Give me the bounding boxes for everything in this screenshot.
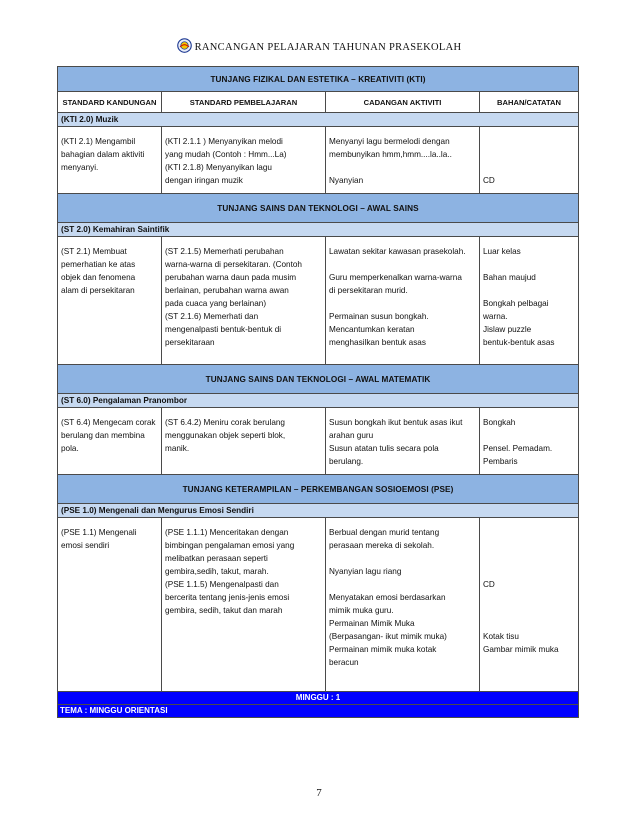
tunjang-row (58, 365, 579, 394)
aktiviti-line (329, 578, 476, 591)
minggu-label: MINGGU : 1 (58, 692, 579, 705)
tunjang-heading: TUNJANG FIZIKAL DAN ESTETIKA – KREATIVITI (KTI) (58, 67, 579, 92)
bahan-line (483, 161, 575, 174)
tunjang-row (58, 67, 579, 92)
bahan-line: Pembaris (483, 457, 518, 466)
aktiviti-line: beracun (329, 658, 359, 667)
pembelajaran-line: melibatkan perasaan seperti (165, 554, 268, 563)
section-row (58, 113, 579, 127)
cell-pembelajaran (162, 518, 326, 692)
tema-label: TEMA : MINGGU ORIENTASI (58, 705, 579, 718)
section-heading: (ST 6.0) Pengalaman Pranombor (58, 394, 579, 408)
bahan-line (483, 258, 575, 271)
bahan-line (483, 526, 575, 539)
bahan-line (483, 565, 575, 578)
ministry-logo-icon (177, 38, 192, 53)
bahan-line: Bongkah pelbagai (483, 299, 549, 308)
column-header: BAHAN/CATATAN (480, 92, 579, 113)
column-header: STANDARD KANDUNGAN (58, 92, 162, 113)
cell-kandungan (58, 518, 162, 692)
pembelajaran-line: warna-warna di persekitaran. (Contoh (165, 260, 302, 269)
aktiviti-line: arahan guru (329, 431, 374, 440)
tunjang-heading: TUNJANG SAINS DAN TEKNOLOGI – AWAL SAINS (58, 194, 579, 223)
cell-aktiviti (326, 518, 480, 692)
content-row (58, 127, 579, 194)
tunjang-row (58, 194, 579, 223)
bahan-line (483, 284, 575, 297)
aktiviti-line: Nyanyian lagu riang (329, 567, 402, 576)
cell-aktiviti (326, 127, 480, 194)
pembelajaran-line: yang mudah (Contoh : Hmm...La) (165, 150, 287, 159)
cell-aktiviti (326, 237, 480, 365)
bahan-line: bentuk-bentuk asas (483, 338, 555, 347)
kandungan-line: alam di persekitaran (61, 286, 135, 295)
cell-bahan (480, 237, 579, 365)
pembelajaran-line: bercerita tentang jenis-jenis emosi (165, 593, 290, 602)
page-header (0, 38, 638, 53)
bahan-line: warna. (483, 312, 508, 321)
section-row (58, 223, 579, 237)
section-row (58, 394, 579, 408)
aktiviti-line (329, 297, 476, 310)
cell-pembelajaran (162, 237, 326, 365)
kandungan-line: menyanyi. (61, 163, 99, 172)
pembelajaran-line: (PSE 1.1.5) Mengenalpasti dan (165, 580, 279, 589)
page-header-title: RANCANGAN PELAJARAN TAHUNAN PRASEKOLAH (194, 42, 462, 53)
tunjang-heading: TUNJANG KETERAMPILAN – PERKEMBANGAN SOSIOEMOSI (PSE) (58, 475, 579, 504)
cell-aktiviti (326, 408, 480, 475)
kandungan-line: objek dan fenomena (61, 273, 136, 282)
aktiviti-line: Permainan mimik muka kotak (329, 645, 437, 654)
section-row (58, 504, 579, 518)
column-header-row (58, 92, 579, 113)
bahan-line: Bahan maujud (483, 273, 536, 282)
bahan-line (483, 604, 575, 617)
minggu-row (58, 692, 579, 705)
pembelajaran-line: pada cuaca yang berlainan) (165, 299, 267, 308)
aktiviti-line: Guru memperkenalkan warna-warna (329, 273, 462, 282)
bahan-line: Luar kelas (483, 247, 521, 256)
pembelajaran-line: berlainan, perubahan warna awan (165, 286, 289, 295)
pembelajaran-line: (ST 2.1.6) Memerhati dan (165, 312, 259, 321)
content-row (58, 237, 579, 365)
content-row (58, 408, 579, 475)
cell-bahan (480, 518, 579, 692)
cell-bahan (480, 408, 579, 475)
kandungan-line: (ST 2.1) Membuat (61, 247, 127, 256)
cell-kandungan (58, 408, 162, 475)
tunjang-heading: TUNJANG SAINS DAN TEKNOLOGI – AWAL MATEMATIK (58, 365, 579, 394)
pembelajaran-line: (PSE 1.1.1) Menceritakan dengan (165, 528, 289, 537)
pembelajaran-line: gembira, sedih, takut dan marah (165, 606, 283, 615)
section-heading: (PSE 1.0) Mengenali dan Mengurus Emosi Sendiri (58, 504, 579, 518)
kandungan-line: emosi sendiri (61, 541, 110, 550)
column-header: CADANGAN AKTIVITI (326, 92, 480, 113)
aktiviti-line: Menyatakan emosi berdasarkan (329, 593, 446, 602)
aktiviti-line: membunyikan hmm,hmm....la..la.. (329, 150, 452, 159)
aktiviti-line: Berbual dengan murid tentang (329, 528, 440, 537)
aktiviti-line: Mencantumkan keratan (329, 325, 415, 334)
aktiviti-line: Lawatan sekitar kawasan prasekolah. (329, 247, 466, 256)
bahan-line (483, 135, 575, 148)
bahan-line (483, 539, 575, 552)
aktiviti-line: di persekitaran murid. (329, 286, 408, 295)
pembelajaran-line: perubahan warna daun pada musim (165, 273, 297, 282)
aktiviti-line: menghasilkan bentuk asas (329, 338, 426, 347)
cell-kandungan (58, 127, 162, 194)
cell-pembelajaran (162, 408, 326, 475)
bahan-line (483, 591, 575, 604)
pembelajaran-line: manik. (165, 444, 190, 453)
aktiviti-line: Susun atatan tulis secara pola (329, 444, 439, 453)
bahan-line (483, 148, 575, 161)
kandungan-line: (ST 6.4) Mengecam corak (61, 418, 156, 427)
aktiviti-line: Menyanyi lagu bermelodi dengan (329, 137, 450, 146)
section-heading: (ST 2.0) Kemahiran Saintifik (58, 223, 579, 237)
aktiviti-line: Susun bongkah ikut bentuk asas ikut (329, 418, 463, 427)
aktiviti-line: berulang. (329, 457, 364, 466)
aktiviti-line: (Berpasangan- ikut mimik muka) (329, 632, 447, 641)
bahan-line: Gambar mimik muka (483, 645, 559, 654)
kandungan-line: pola. (61, 444, 79, 453)
aktiviti-line: Permainan Mimik Muka (329, 619, 415, 628)
pembelajaran-line: (ST 2.1.5) Memerhati perubahan (165, 247, 284, 256)
pembelajaran-line: (KTI 2.1.1 ) Menyanyikan melodi (165, 137, 283, 146)
tema-row (58, 705, 579, 718)
pembelajaran-line: (ST 6.4.2) Meniru corak berulang (165, 418, 285, 427)
bahan-line: Bongkah (483, 418, 516, 427)
pembelajaran-line: persekitaraan (165, 338, 215, 347)
cell-kandungan (58, 237, 162, 365)
bahan-line (483, 552, 575, 565)
aktiviti-line (329, 552, 476, 565)
kandungan-line: pemerhatian ke atas (61, 260, 136, 269)
aktiviti-line: perasaan mereka di sekolah. (329, 541, 435, 550)
bahan-line (483, 617, 575, 630)
section-heading: (KTI 2.0) Muzik (58, 113, 579, 127)
bahan-line: CD (483, 580, 495, 589)
aktiviti-line (329, 258, 476, 271)
tunjang-row (58, 475, 579, 504)
pembelajaran-line: mengenalpasti bentuk-bentuk di (165, 325, 282, 334)
aktiviti-line: Nyanyian (329, 176, 364, 185)
page-number: 7 (316, 787, 322, 799)
pembelajaran-line: bimbingan pengalaman emosi yang (165, 541, 295, 550)
pembelajaran-line: menggunakan objek seperti blok, (165, 431, 286, 440)
lesson-plan-table (57, 66, 579, 718)
bahan-line: Jislaw puzzle (483, 325, 532, 334)
kandungan-line: berulang dan membina (61, 431, 145, 440)
aktiviti-line (329, 161, 476, 174)
kandungan-line: bahagian dalam aktiviti (61, 150, 145, 159)
aktiviti-line: Permainan susun bongkah. (329, 312, 429, 321)
aktiviti-line: mimik muka guru. (329, 606, 394, 615)
pembelajaran-line: (KTI 2.1.8) Menyanyikan lagu (165, 163, 272, 172)
cell-bahan (480, 127, 579, 194)
cell-pembelajaran (162, 127, 326, 194)
bahan-line (483, 429, 575, 442)
bahan-line: CD (483, 176, 495, 185)
column-header: STANDARD PEMBELAJARAN (162, 92, 326, 113)
pembelajaran-line: dengan iringan muzik (165, 176, 243, 185)
content-row (58, 518, 579, 692)
bahan-line: Kotak tisu (483, 632, 519, 641)
bahan-line: Pensel. Pemadam. (483, 444, 553, 453)
pembelajaran-line: gembira,sedih, takut, marah. (165, 567, 269, 576)
kandungan-line: (PSE 1.1) Mengenali (61, 528, 137, 537)
kandungan-line: (KTI 2.1) Mengambil (61, 137, 136, 146)
